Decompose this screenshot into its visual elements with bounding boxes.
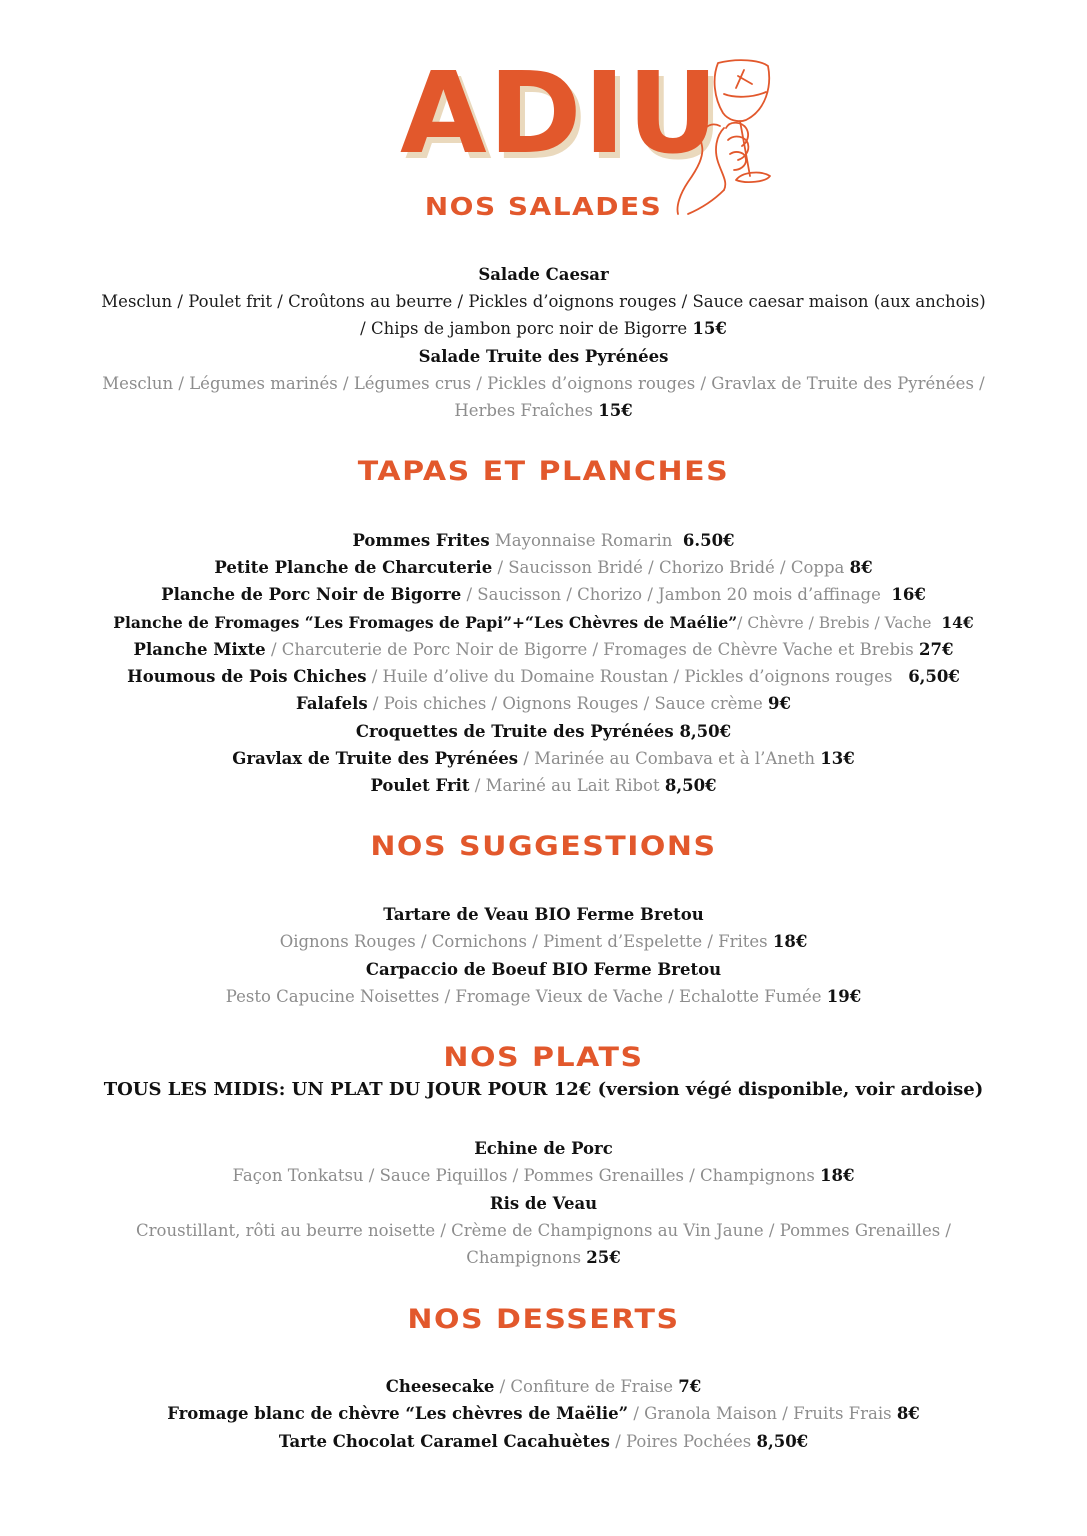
menu-item-salade-truite-desc2: Herbes Fraîches 15€ [454, 401, 633, 420]
list-item: Tarte Chocolat Caramel Cacahuètes / Poires Pochées 8,50€ [278, 1432, 809, 1451]
list-item: Houmous de Pois Chiches / Huile d’olive du Domaine Roustan / Pickles d’oignons rouges 6,50€ [127, 667, 960, 686]
section-title-desserts: NOS DESSERTS [407, 1303, 680, 1336]
menu-item-salade-truite-name: Salade Truite des Pyrénées [418, 347, 669, 366]
plat-du-jour-banner: TOUS LES MIDIS: UN PLAT DU JOUR POUR 12€ (version végé disponible, voir ardoise) [103, 1079, 984, 1100]
menu-item-salade-caesar-desc: Mesclun / Poulet frit / Croûtons au beurre / Pickles d’oignons rouges / Sauce caesar maison (aux anchois) [101, 292, 986, 311]
list-item: Cheesecake / Confiture de Fraise 7€ [385, 1377, 702, 1396]
menu-item-ris-desc2: Champignons 25€ [466, 1248, 621, 1267]
list-item: Fromage blanc de chèvre “Les chèvres de Maëlie” / Granola Maison / Fruits Frais 8€ [167, 1404, 920, 1423]
list-item: Planche Mixte / Charcuterie de Porc Noir de Bigorre / Fromages de Chèvre Vache et Brebis 27€ [133, 640, 954, 659]
menu-item-carpaccio-name: Carpaccio de Boeuf BIO Ferme Bretou [365, 960, 722, 979]
list-item: Falafels / Pois chiches / Oignons Rouges / Sauce crème 9€ [296, 694, 791, 713]
menu-item-ris-name: Ris de Veau [489, 1194, 598, 1213]
list-item: Gravlax de Truite des Pyrénées / Marinée au Combava et à l’Aneth 13€ [232, 749, 855, 768]
list-item: Pommes Frites Mayonnaise Romarin 6.50€ [352, 531, 735, 550]
price: 15€ [692, 319, 727, 338]
list-item: Planche de Fromages “Les Fromages de Papi”+“Les Chèvres de Maélie”/ Chèvre / Brebis / Vache 14€ [113, 613, 974, 632]
menu-item-salade-caesar-desc2: / Chips de jambon porc noir de Bigorre 15€ [360, 319, 727, 338]
menu-item-echine-name: Echine de Porc [474, 1139, 613, 1158]
section-title-tapas: TAPAS ET PLANCHES [357, 455, 730, 488]
menu-item-ris-desc: Croustillant, rôti au beurre noisette / Crème de Champignons au Vin Jaune / Pommes Grenailles / [136, 1221, 951, 1240]
section-title-salades: NOS SALADES [424, 191, 663, 222]
list-item: Croquettes de Truite des Pyrénées 8,50€ [355, 722, 732, 741]
list-item: Planche de Porc Noir de Bigorre / Saucisson / Chorizo / Jambon 20 mois d’affinage 16€ [161, 585, 926, 604]
section-title-suggestions: NOS SUGGESTIONS [370, 830, 717, 863]
menu-item-tartare-desc: Oignons Rouges / Cornichons / Piment d’Espelette / Frites 18€ [279, 932, 808, 951]
menu-item-salade-caesar-name: Salade Caesar [478, 265, 609, 284]
section-title-plats: NOS PLATS [443, 1041, 644, 1074]
menu-item-tartare-name: Tartare de Veau BIO Ferme Bretou [383, 905, 704, 924]
list-item: Petite Planche de Charcuterie / Saucisson Bridé / Chorizo Bridé / Coppa 8€ [214, 558, 873, 577]
list-item: Poulet Frit / Mariné au Lait Ribot 8,50€ [370, 776, 717, 795]
menu-item-carpaccio-desc: Pesto Capucine Noisettes / Fromage Vieux de Vache / Echalotte Fumée 19€ [225, 987, 862, 1006]
menu-item-echine-desc: Façon Tonkatsu / Sauce Piquillos / Pommes Grenailles / Champignons 18€ [232, 1166, 855, 1185]
brand-name: ADIU [400, 49, 721, 179]
menu-item-salade-truite-desc: Mesclun / Légumes marinés / Légumes crus / Pickles d’oignons rouges / Gravlax de Truite des Pyrénées / [102, 374, 985, 393]
price: 15€ [598, 401, 633, 420]
